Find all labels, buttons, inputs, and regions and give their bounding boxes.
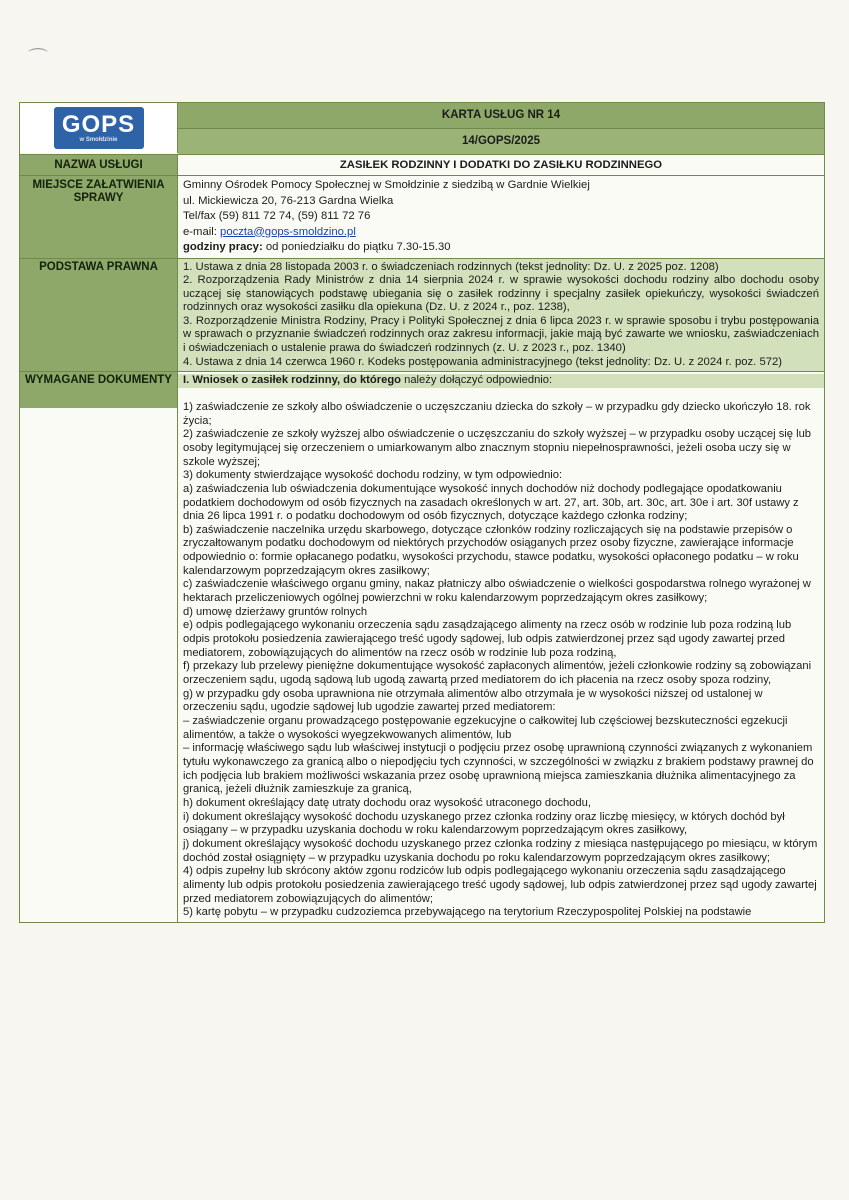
hours-value: od poniedziałku do piątku 7.30-15.30 <box>262 241 451 253</box>
documents-value <box>178 372 824 922</box>
legal-value <box>178 259 824 372</box>
legal-item: 2. Rozporządzenia Rady Ministrów z dnia 14 sierpnia 2024 r. w sprawie wysokości dochodu rodziny albo dochodu osoby uczącej się stanowiących podstawę ubiegania się o zasiłek rodzinny i specjalny zasiłek opiekuńczy, wysokości świadczeń rodzinnych oraz wysokości zasiłku dla opiekuna (Dz. U. z 2024 r., poz. 1238), <box>183 274 819 314</box>
document-item: – zaświadczenie organu prowadzącego postępowanie egzekucyjne o całkowitej lub częściowej bezskuteczności egzekucji alimentów, a także o wysokości wyegzekwowanych alimentów, lub <box>183 715 788 741</box>
documents-label <box>20 372 178 922</box>
place-value <box>178 176 824 258</box>
document-item: 3) dokumenty stwierdzające wysokość dochodu rodziny, w tym odpowiednio: <box>183 469 563 482</box>
service-value: ZASIŁEK RODZINNY I DODATKI DO ZASIŁKU RODZINNEGO <box>178 155 824 175</box>
document-item: – informację właściwego sądu lub właściwej instytucji o podjęciu przez osobę uprawnioną czynności związanych z wykonaniem tytułu wykonawczego za granicą albo o niepodjęciu tych czynności, w szczególności w związku z brakiem podstawy prawnej do ich podjęcia lub brakiem możliwości wskazania przez osobę uprawnioną miejsca zamieszkania dłużnika alimentacyjnego za granicą, jeżeli dłużnik zamieszkuje za granicą, <box>183 742 814 796</box>
legal-item: 4. Ustawa z dnia 14 czerwca 1960 r. Kodeks postępowania administracyjnego (tekst jednolity: Dz. U. z 2024 r. poz. 572) <box>183 355 783 368</box>
logo-text: GOPS <box>61 110 136 138</box>
document-item: f) przekazy lub przelewy pieniężne dokumentujące wysokość zapłaconych alimentów, jeżeli członkowie rodziny są zobowiązani orzeczeniem sądu, ugodą sądową lub ugodą zawartą przed mediatorem do ich płacenia na rzecz osoby spoza rodziny, <box>183 660 812 687</box>
document-item: c) zaświadczenie właściwego organu gminy, nakaz płatniczy albo oświadczenie o wielkości gospodarstwa rolnego wyrażonej w hektarach przeliczeniowych ogólnej powierzchni w roku kalendarzowym poprzedzającym okres zasiłkowy; <box>183 578 811 605</box>
document-item: 1) zaświadczenie ze szkoły albo oświadczenie o uczęszczaniu dziecka do szkoły – w przypadku gdy dziecko ukończyło 18. rok życia; <box>183 400 811 427</box>
service-label: NAZWA USŁUGI <box>20 155 178 175</box>
document-item: i) dokument określający wysokość dochodu uzyskanego przez członka rodziny oraz liczbę miesięcy, w których dochód był osiągany – w przypadku uzyskania dochodu w roku kalendarzowym poprzedzającym okres zasiłkowy, <box>183 810 785 837</box>
document-item: 4) odpis zupełny lub skrócony aktów zgonu rodziców lub odpis podlegającego wykonaniu orzeczenia sądu zasądzającego alimenty lub odpis protokołu posiedzenia zawierającego treść ugody sądowej, lub odpis zatwierdzonej przez sąd ugody zawartej przed mediatorem zobowiązujących do alimentów; <box>183 865 817 905</box>
document-item: h) dokument określający datę utraty dochodu oraz wysokość utraconego dochodu, <box>183 796 591 809</box>
scan-mark: ⌒ <box>28 48 48 70</box>
spacer <box>183 388 819 401</box>
documents-intro-rest: należy dołączyć odpowiednio: <box>400 374 553 387</box>
card-title: KARTA USŁUG NR 14 <box>178 103 824 129</box>
place-row <box>20 175 824 258</box>
service-row <box>20 154 824 175</box>
place-line-2: ul. Mickiewicza 20, 76-213 Gardna Wielka <box>183 194 394 207</box>
legal-label: PODSTAWA PRAWNA <box>20 259 178 372</box>
document-item: b) zaświadczenie naczelnika urzędu skarbowego, dotyczące członków rodziny rozliczających się na podstawie przepisów o zryczałtowanym podatku dochodowym od niektórych przychodów osiąganych przez osoby fizyczne, zawierające informacje odpowiednio o: formie opłacanego podatku, wysokości przychodu, stawce podatku, wysokości opłaconego podatku – w roku kalendarzowym poprzedzającym okres zasiłkowy; <box>183 523 799 577</box>
legal-item: 1. Ustawa z dnia 28 listopada 2003 r. o świadczeniach rodzinnych (tekst jednolity: Dz. U. z 2025 poz. 1208) <box>183 260 719 273</box>
logo-subtext: w Smołdzinie <box>79 136 118 143</box>
document-item: 5) kartę pobytu – w przypadku cudzoziemca przebywającego na terytorium Rzeczypospolitej Polskiej na podstawie <box>183 906 752 919</box>
service-card <box>19 102 825 923</box>
document-item: 2) zaświadczenie ze szkoły wyższej albo oświadczenie o uczęszczaniu do szkoły wyższej – w przypadku osoby uczącej się lub osoby legitymującej się orzeczeniem o umiarkowanym albo znacznym stopniu niepełnosprawności, jeżeli osoba uczy się w szkole wyższej; <box>183 428 812 468</box>
place-label: MIEJSCE ZAŁATWIENIA SPRAWY <box>20 176 178 258</box>
hours-label: godziny pracy: <box>183 241 263 253</box>
legal-item: 3. Rozporządzenie Ministra Rodziny, Pracy i Polityki Społecznej z dnia 6 lipca 2023 r. w sprawie sposobu i trybu postępowania w sprawach o przyznanie świadczeń rodzinnych oraz zakresu informacji, jakie mają być zawarte we wniosku, zaświadczeniach i oświadczeniach o ustalenie prawa do świadczeń rodzinnych (z. U. z 2023 r., poz. 1340) <box>183 314 819 355</box>
documents-row <box>20 371 824 922</box>
gops-logo <box>54 107 144 149</box>
place-email-line <box>183 225 819 241</box>
documents-label-text: WYMAGANE DOKUMENTY <box>25 374 172 387</box>
place-line-3: Tel/fax (59) 811 72 74, (59) 811 72 76 <box>183 210 371 222</box>
document-item: d) umowę dzierżawy gruntów rolnych <box>183 605 368 618</box>
document-item: a) zaświadczenia lub oświadczenia dokumentujące wysokość innych dochodów niż dochody podlegające opodatkowaniu podatkiem dochodowym od osób fizycznych na zasadach określonych w art. 27, art. 30b, art. 30c, art. 30e i art. 30f ustawy z dnia 26 lipca 1991 r. o podatku dochodowym od osób fizycznych, dotyczące każdego członka rodziny; <box>183 482 799 523</box>
logo-cell <box>20 103 178 153</box>
place-hours-line <box>183 240 819 256</box>
card-code: 14/GOPS/2025 <box>178 129 824 154</box>
document-item: e) odpis podlegającego wykonaniu orzeczenia sądu zasądzającego alimenty na rzecz osób w rodzinie lub poza rodziną lub odpis protokołu posiedzenia zawierającego treść ugody sądowej, lub odpis zatwierdzonej przez sąd ugody zawartej przed mediatorem, zobowiązujących do alimentów na rzecz osób w rodzinie lub poza rodziną, <box>183 619 792 659</box>
place-line-1: Gminny Ośrodek Pomocy Społecznej w Smołdzinie z siedzibą w Gardnie Wielkiej <box>183 179 590 191</box>
documents-intro <box>178 374 824 388</box>
email-link[interactable]: poczta@gops-smoldzino.pl <box>220 225 356 238</box>
card-header <box>20 103 824 154</box>
email-prefix: e-mail: <box>183 225 221 238</box>
header-titles <box>178 103 824 154</box>
document-item: j) dokument określający wysokość dochodu uzyskanego przez członka rodziny z miesiąca następującego po miesiącu, w którym dochód został osiągnięty – w przypadku uzyskania dochodu po roku kalendarzowym poprzedzającym okres zasiłkowy; <box>183 837 818 864</box>
legal-row <box>20 258 824 372</box>
document-item: g) w przypadku gdy osoba uprawniona nie otrzymała alimentów albo otrzymała je w wysokości niższej od ustalonej w orzeczeniu sądu, ugodzie sądowej lub ugodzie zawartej przed mediatorem: <box>183 687 763 714</box>
documents-intro-bold: I. Wniosek o zasiłek rodzinny, do którego <box>183 374 401 387</box>
